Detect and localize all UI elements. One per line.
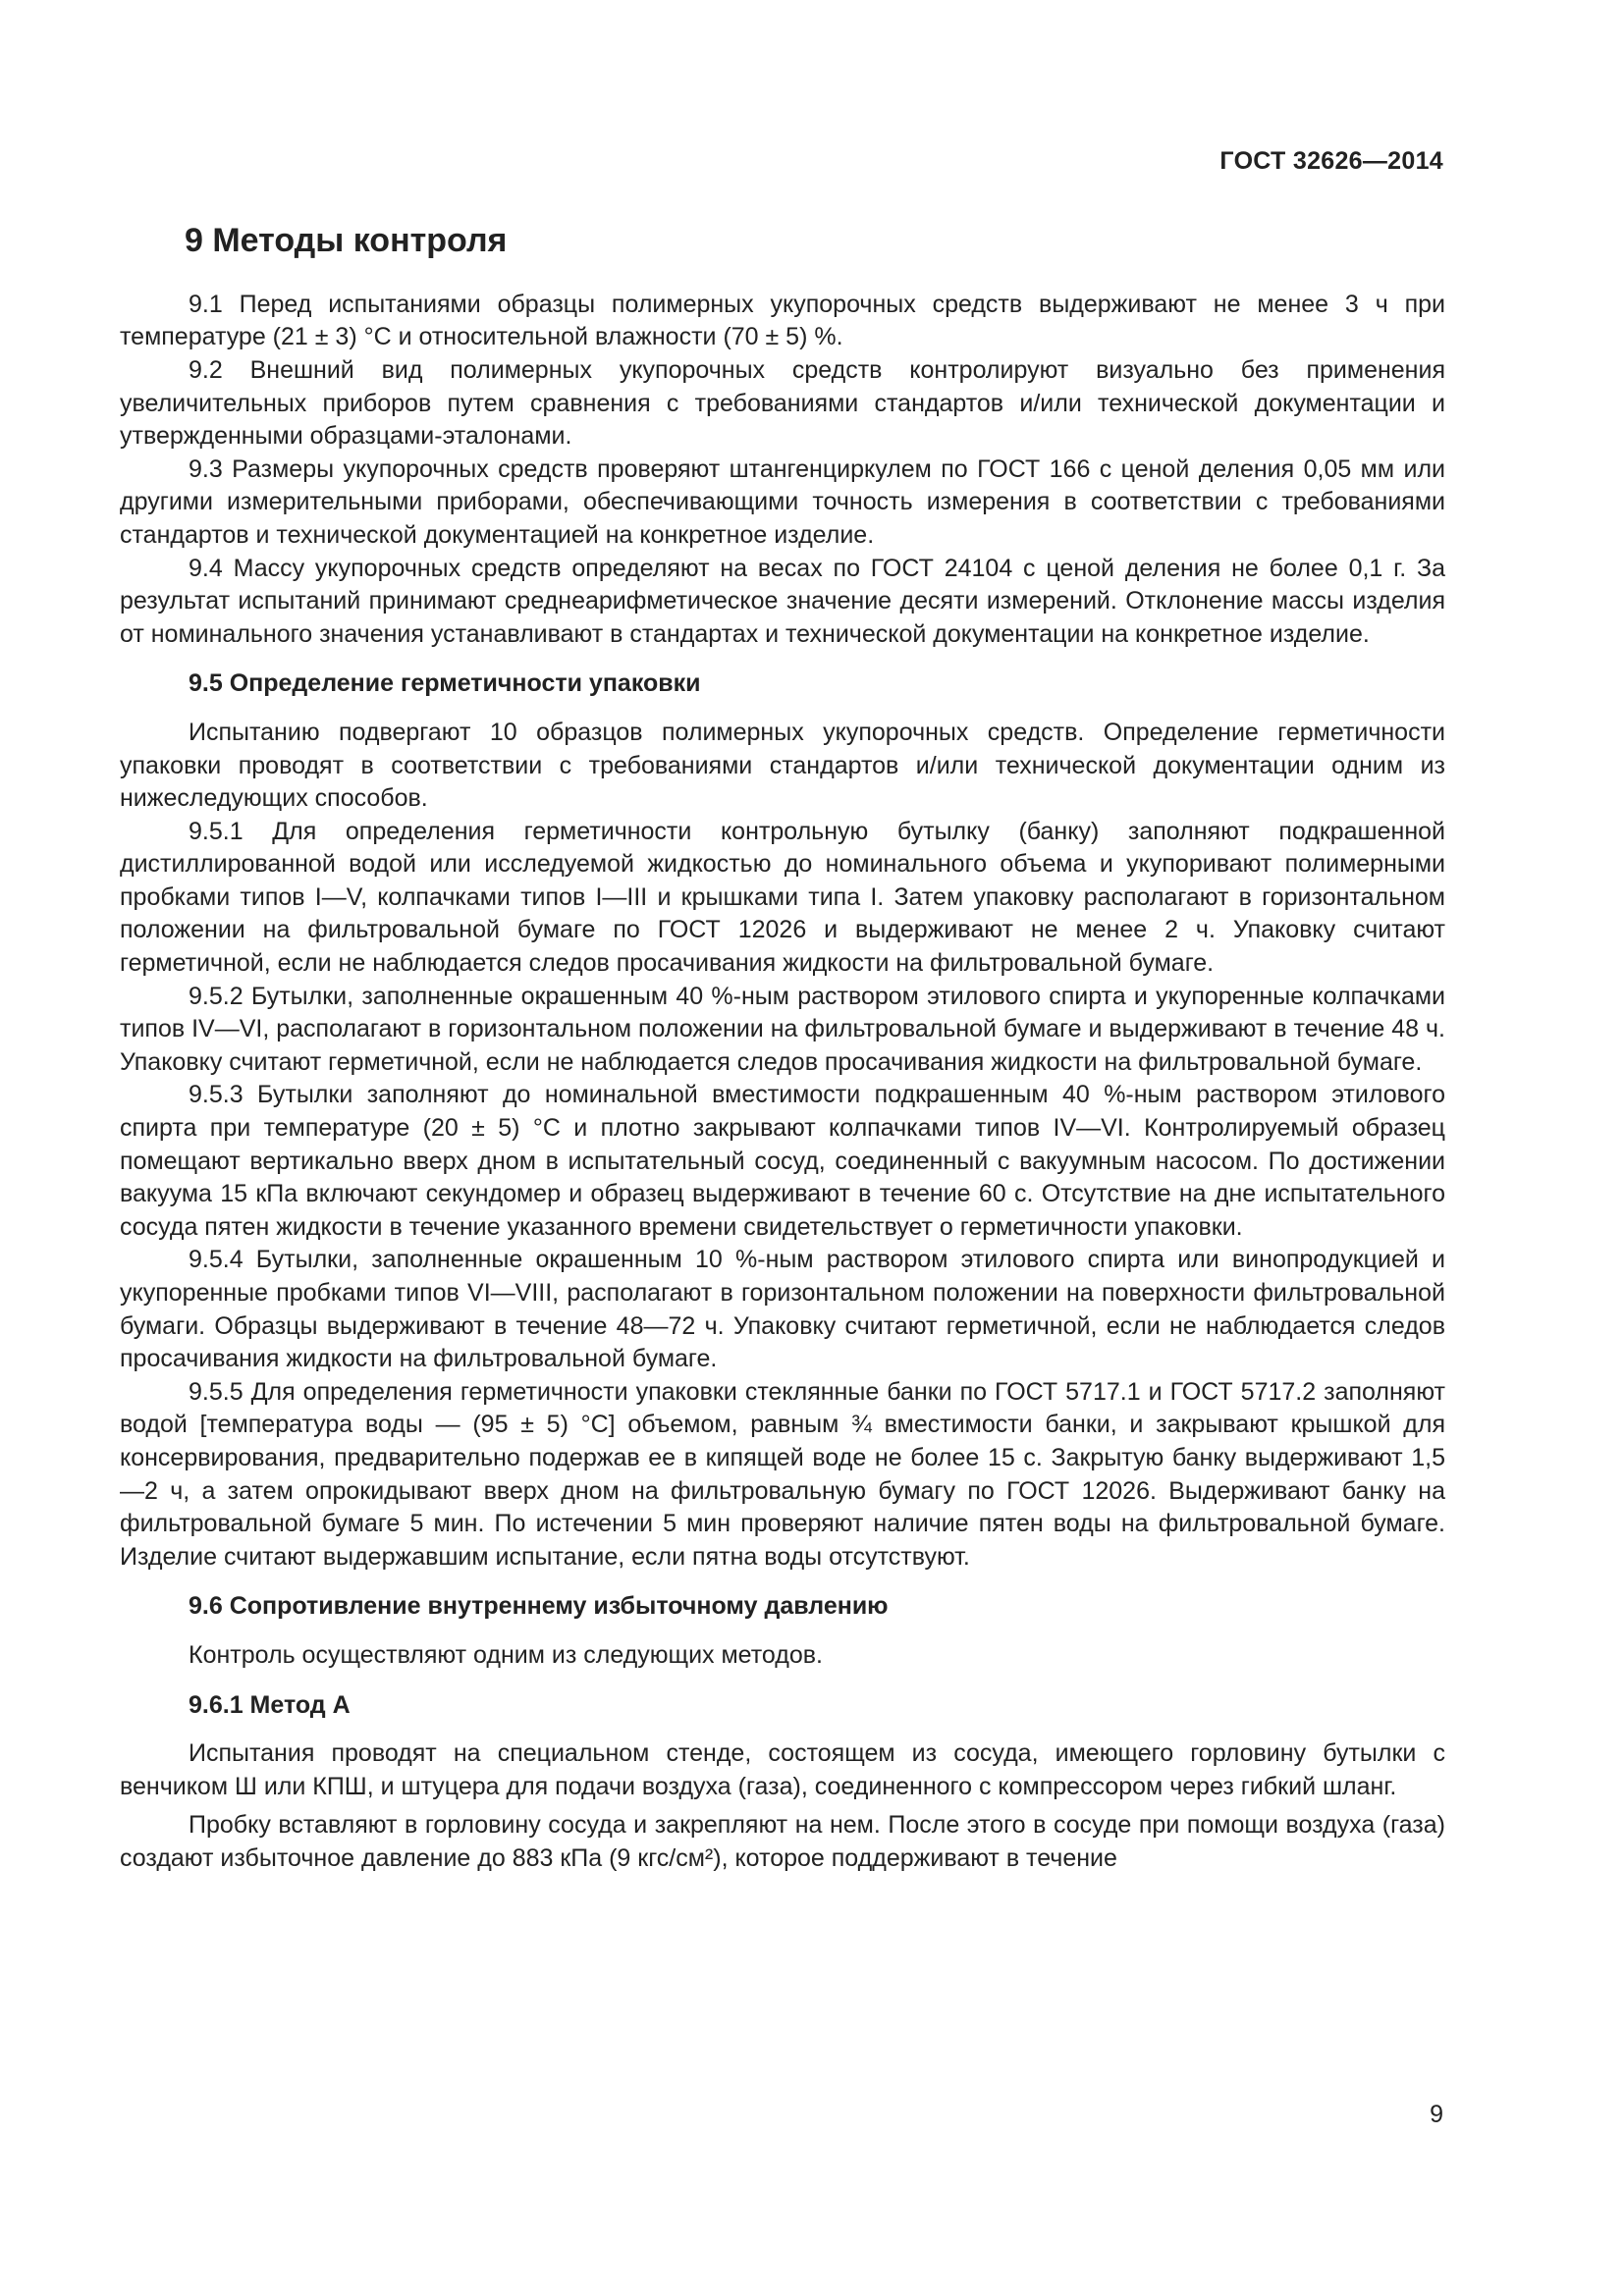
method-a-heading: 9.6.1 Метод А: [189, 1690, 351, 1719]
paragraph-9-4: 9.4 Массу укупорочных средств определяют на весах по ГОСТ 24104 с ценой деления не более 0,1 г. За результат испытаний принимают среднеарифметическое значение десяти измерений. Отклонение массы изделия от номинального значения устанавливают в стандартах и технической документации на конкретное изделие.: [120, 554, 1445, 648]
page-content: [120, 221, 1445, 1876]
section-title: 9 Методы контроля: [185, 222, 508, 259]
paragraph-9-6-1-a: Испытания проводят на специальном стенде, состоящем из сосуда, имеющего горловину бутылки с венчиком Ш или КПШ, и штуцера для подачи воздуха (газа), соединенного с компрессором через гибкий шланг.: [120, 1739, 1445, 1800]
paragraph-9-5-2: 9.5.2 Бутылки, заполненные окрашенным 40 %-ным раствором этилового спирта и укупоренные колпачками типов IV—VI, располагают в горизонтальном положении на фильтровальной бумаге и выдерживают в течение 48 ч. Упаковку считают герметичной, если не наблюдается следов просачивания жидкости на фильтровальной бумаге.: [120, 982, 1445, 1076]
paragraph-9-3: 9.3 Размеры укупорочных средств проверяют штангенциркулем по ГОСТ 166 с ценой деления 0,05 мм или другими измерительными приборами, обеспечивающими точность измерения в соответствии с требованиями стандартов и технической документацией на конкретное изделие.: [120, 454, 1445, 549]
paragraph-9-5-1: 9.5.1 Для определения герметичности контрольную бутылку (банку) заполняют подкрашенной дистиллированной водой или исследуемой жидкостью до номинального объема и укупоривают полимерными пробками типов I—V, колпачками типов I—III и крышками типа I. Затем упаковку располагают в горизонтальном положении на фильтровальной бумаге по ГОСТ 12026 и выдерживают не менее 2 ч. Упаковку считают герметичной, если не наблюдается следов просачивания жидкости на фильтровальной бумаге.: [120, 817, 1445, 978]
document-code: ГОСТ 32626—2014: [1219, 147, 1443, 175]
paragraph-9-5-5: 9.5.5 Для определения герметичности упаковки стеклянные банки по ГОСТ 5717.1 и ГОСТ 5717.2 заполняют водой [температура воды — (95 ± 5) °С] объемом, равным ¾ вместимости банки, и закрывают крышкой для консервирования, предварительно подержав ее в кипящей воде не более 15 с. Закрытую банку выдерживают 1,5—2 ч, а затем опрокидывают вверх дном на фильтровальную бумагу по ГОСТ 12026. Выдерживают банку на фильтровальной бумаге 5 мин. По истечении 5 мин проверяют наличие пятен воды на фильтровальной бумаге. Изделие считают выдержавшим испытание, если пятна воды отсутствуют.: [120, 1377, 1445, 1571]
page-number: 9: [1430, 2101, 1443, 2128]
paragraph-9-1: 9.1 Перед испытаниями образцы полимерных укупорочных средств выдерживают не менее 3 ч при температуре (21 ± 3) °С и относительной влажности (70 ± 5) %.: [120, 290, 1445, 351]
paragraph-9-5-intro: Испытанию подвергают 10 образцов полимерных укупорочных средств. Определение герметичности упаковки проводят в соответствии с требованиями стандартов и/или технической документации одним из нижеследующих способов.: [120, 718, 1445, 813]
subsection-heading-9-6: 9.6 Сопротивление внутреннему избыточному давлению: [189, 1592, 889, 1621]
paragraph-9-5-4: 9.5.4 Бутылки, заполненные окрашенным 10 %-ным раствором этилового спирта или винопродукцией и укупоренные пробками типов VI—VIII, располагают в горизонтальном положении на поверхности фильтровальной бумаги. Образцы выдерживают в течение 48—72 ч. Упаковку считают герметичной, если не наблюдается следов просачивания жидкости на фильтровальной бумаге.: [120, 1246, 1445, 1373]
paragraph-9-6-1-b: Пробку вставляют в горловину сосуда и закрепляют на нем. После этого в сосуде при помощи воздуха (газа) создают избыточное давление до 883 кПа (9 кгс/см²), которое поддерживают в течение: [120, 1811, 1445, 1872]
paragraph-9-5-3: 9.5.3 Бутылки заполняют до номинальной вместимости подкрашенным 40 %-ным раствором этилового спирта при температуре (20 ± 5) °С и плотно закрывают колпачками типов IV—VI. Контролируемый образец помещают вертикально вверх дном в испытательный сосуд, соединенный с вакуумным насосом. По достижении вакуума 15 кПа включают секундомер и образец выдерживают в течение 60 с. Отсутствие на дне испытательного сосуда пятен жидкости в течение указанного времени свидетельствует о герметичности упаковки.: [120, 1081, 1445, 1241]
subsection-heading-9-5: 9.5 Определение герметичности упаковки: [189, 669, 701, 698]
paragraph-9-6-intro: Контроль осуществляют одним из следующих методов.: [189, 1640, 823, 1669]
paragraph-9-2: 9.2 Внешний вид полимерных укупорочных средств контролируют визуально без применения увеличительных приборов путем сравнения с требованиями стандартов и/или технической документации и утвержденными образцами-эталонами.: [120, 355, 1445, 451]
